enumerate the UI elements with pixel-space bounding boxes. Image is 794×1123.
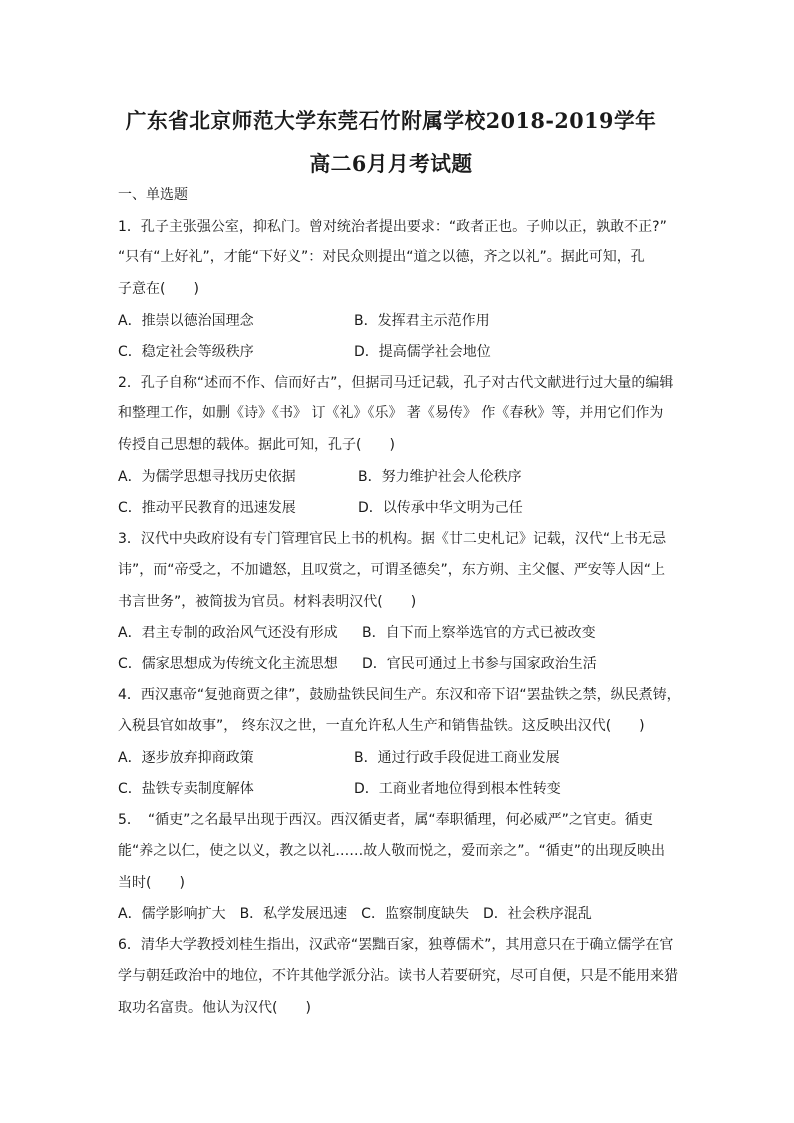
question-2-option-d: D．以传承中华文明为己任: [358, 500, 523, 516]
question-1-line-2: “只有“上好礼”，才能“下好义”：对民众则提出“道之以德，齐之以礼”。据此可知，孔: [118, 249, 645, 265]
question-1-option-c: C．稳定社会等级秩序: [118, 344, 254, 360]
question-4-line-2: 入税县官如故事”， 终东汉之世，一直允许私人生产和销售盐铁。这反映出汉代( ): [118, 718, 645, 734]
question-5-line-3: 当时( ): [118, 875, 185, 891]
question-1-line-1: 1．孔子主张强公室，抑私门。曾对统治者提出要求：“政者正也。子帅以正，孰敢不正?”: [118, 219, 667, 235]
question-2-line-1: 2．孔子自称“述而不作、信而好古”，但据司马迁记载，孔子对古代文献进行过大量的编辑: [118, 375, 674, 391]
question-2-option-b: B．努力维护社会人伦秩序: [358, 469, 522, 485]
question-3-option-b: B．自下而上察举选官的方式已被改变: [362, 625, 596, 641]
question-3-line-1: 3．汉代中央政府设有专门管理官民上书的机构。据《廿二史札记》记载，汉代“上书无忌: [118, 531, 667, 547]
question-2-line-2: 和整理工作，如删《诗》《书》 订《礼》《乐》 著《易传》 作《春秋》等，并用它们作为: [118, 405, 664, 421]
question-3-option-d: D．官民可通过上书参与国家政治生活: [362, 656, 597, 672]
question-6-line-1: 6．清华大学教授刘桂生指出，汉武帝“罢黜百家，独尊儒术”，其用意只在于确立儒学在官: [118, 937, 674, 953]
question-5-options: A．儒学影响扩大 B．私学发展迅速 C．监察制度缺失 D．社会秩序混乱: [118, 906, 592, 922]
question-6-line-2: 学与朝廷政治中的地位，不许其他学派分沾。读书人若要研究，尽可自便，只是不能用来猎: [118, 968, 678, 984]
question-4-option-d: D．工商业者地位得到根本性转变: [354, 781, 561, 797]
question-4-option-b: B．通过行政手段促进工商业发展: [354, 750, 560, 766]
question-1-option-b: B．发挥君主示范作用: [354, 313, 490, 329]
question-1-option-d: D．提高儒学社会地位: [354, 344, 491, 360]
question-2-option-a: A．为儒学思想寻找历史依据: [118, 469, 296, 485]
question-3-line-2: 讳”，而“帝受之，不加谴怒，且叹赏之，可谓圣德矣”，东方朔、主父偃、严安等人因“上: [118, 562, 666, 578]
question-3-line-3: 书言世务”，被简拔为官员。材料表明汉代( ): [118, 594, 417, 610]
question-5-line-1: 5． “循吏”之名最早出现于西汉。西汉循吏者，属“奉职循理，何必威严”之官吏。循吏: [118, 812, 653, 828]
question-4-line-1: 4．西汉惠帝“复弛商贾之律”，鼓励盐铁民间生产。东汉和帝下诏“罢盐铁之禁，纵民煮铸，: [118, 687, 681, 703]
question-3-option-c: C．儒家思想成为传统文化主流思想: [118, 656, 338, 672]
question-2-option-c: C．推动平民教育的迅速发展: [118, 500, 296, 516]
page-title: 广东省北京师范大学东莞石竹附属学校2018-2019学年: [125, 108, 657, 133]
question-6-line-3: 取功名富贵。他认为汉代( ): [118, 1000, 311, 1016]
question-5-line-2: 能“养之以仁，使之以义，教之以礼……故人敬而悦之，爱而亲之”。“循吏”的出现反映出: [118, 843, 666, 859]
question-1-option-a: A．推崇以德治国理念: [118, 313, 254, 329]
question-1-line-3: 子意在( ): [118, 281, 199, 297]
question-4-option-a: A．逐步放弃抑商政策: [118, 750, 254, 766]
question-3-option-a: A．君主专制的政治风气还没有形成: [118, 625, 338, 641]
question-4-option-c: C．盐铁专卖制度解体: [118, 781, 254, 797]
section-heading: 一、单选题: [118, 187, 188, 203]
page-subtitle: 高二6月月考试题: [309, 151, 473, 176]
question-2-line-3: 传授自己思想的载体。据此可知，孔子( ): [118, 437, 395, 453]
